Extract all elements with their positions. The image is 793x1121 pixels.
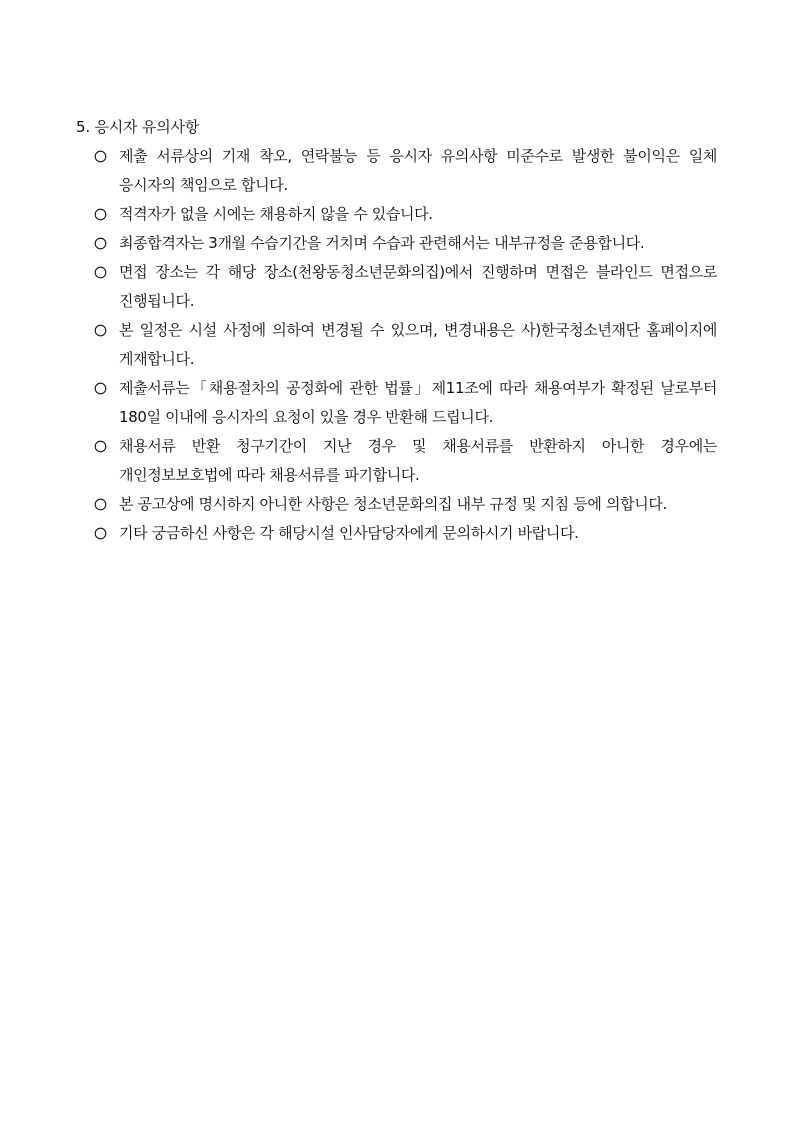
notice-item [94, 229, 717, 258]
circle-bullet-icon [94, 150, 107, 163]
notice-item [94, 200, 717, 229]
circle-bullet-icon [94, 266, 107, 279]
notice-item [94, 432, 717, 490]
notice-item [94, 519, 717, 548]
notice-item-text: 본 공고상에 명시하지 아니한 사항은 청소년문화의집 내부 규정 및 지침 등에 의합니다. [119, 495, 667, 513]
circle-bullet-icon [94, 440, 107, 453]
notice-item [94, 316, 717, 374]
notice-item-text: 제출서류는「채용절차의 공정화에 관한 법률」제11조에 따라 채용여부가 확정된 날로부터 180일 이내에 응시자의 요청이 있을 경우 반환해 드립니다. [119, 379, 717, 426]
notice-item-text: 본 일정은 시설 사정에 의하여 변경될 수 있으며, 변경내용은 사)한국청소년재단 홈페이지에 게재합니다. [119, 321, 717, 368]
circle-bullet-icon [94, 527, 107, 540]
notice-item [94, 142, 717, 200]
applicant-notice-section [76, 113, 726, 548]
notice-item-text: 채용서류 반환 청구기간이 지난 경우 및 채용서류를 반환하지 아니한 경우에는 개인정보보호법에 따라 채용서류를 파기합니다. [119, 437, 717, 484]
circle-bullet-icon [94, 237, 107, 250]
notice-item-text: 면접 장소는 각 해당 장소(천왕동청소년문화의집)에서 진행하며 면접은 블라인드 면접으로 진행됩니다. [119, 263, 717, 310]
notice-item [94, 258, 717, 316]
notice-item-text: 제출 서류상의 기재 착오, 연락불능 등 응시자 유의사항 미준수로 발생한 불이익은 일체 응시자의 책임으로 합니다. [119, 147, 717, 194]
notice-item [94, 490, 717, 519]
notice-item-text: 최종합격자는 3개월 수습기간을 거치며 수습과 관련해서는 내부규정을 준용합니다. [119, 234, 645, 252]
notice-item [94, 374, 717, 432]
notice-item-text: 적격자가 없을 시에는 채용하지 않을 수 있습니다. [119, 205, 433, 223]
circle-bullet-icon [94, 324, 107, 337]
section-heading: 5. 응시자 유의사항 [76, 118, 200, 136]
circle-bullet-icon [94, 208, 107, 221]
notice-list [94, 142, 717, 548]
circle-bullet-icon [94, 382, 107, 395]
circle-bullet-icon [94, 498, 107, 511]
notice-item-text: 기타 궁금하신 사항은 각 해당시설 인사담당자에게 문의하시기 바랍니다. [119, 524, 579, 542]
